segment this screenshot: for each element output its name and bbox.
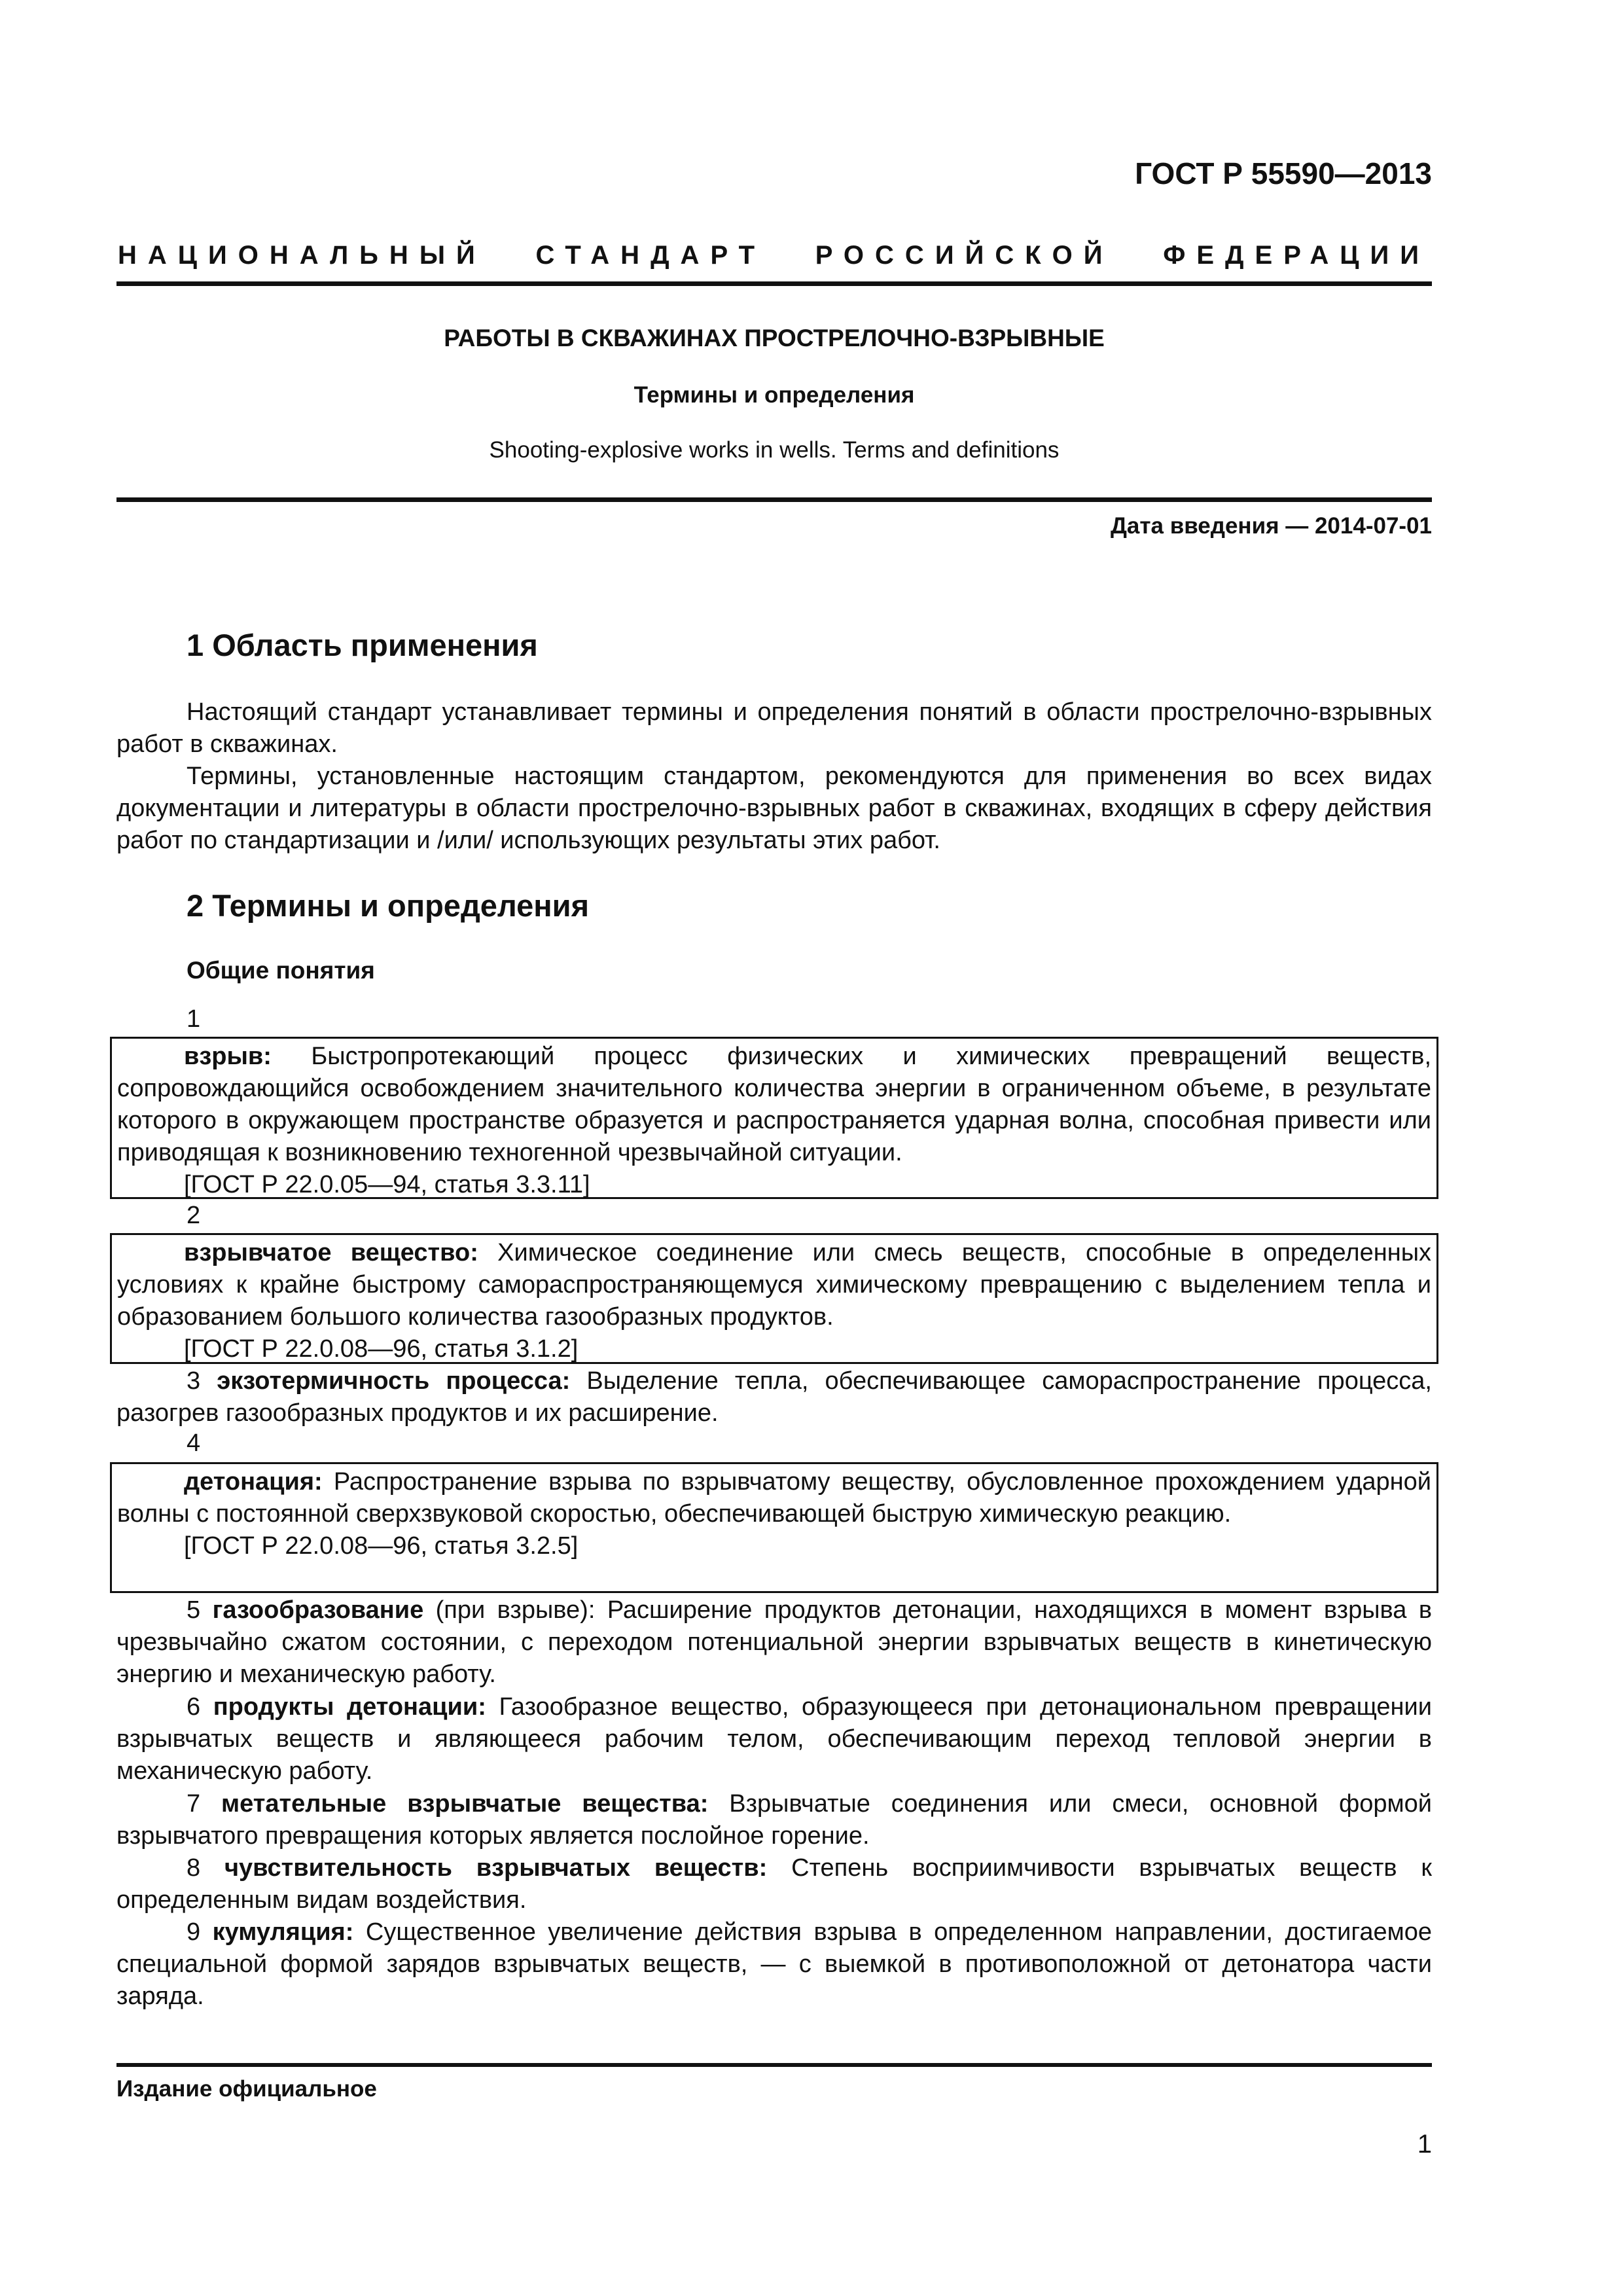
term-entry: [116, 1916, 1432, 2013]
standard-subtitle: Термины и определения: [633, 382, 915, 408]
term-entry: [116, 1691, 1432, 1787]
footer-rule: [116, 2063, 1432, 2067]
term-box: [110, 1462, 1438, 1593]
standard-english-title: Shooting-explosive works in wells. Terms and definitions: [489, 437, 1060, 463]
banner-word: СТАНДАРТ: [535, 241, 766, 270]
term-definition: Степень восприимчивости взрывчатых веществ к определенным видам воздействия.: [116, 1854, 1432, 1914]
title-rule: [116, 497, 1432, 502]
section-2-heading: 2 Термины и определения: [187, 888, 589, 923]
term-number: 3: [187, 1367, 201, 1395]
term-box: [110, 1233, 1438, 1364]
section-1-paragraph-2: [116, 761, 1432, 857]
paragraph-text: Настоящий стандарт устанавливает термины и определения понятий в области прострелочно-взрывных работ в скважинах.: [116, 698, 1432, 758]
term-definition: Химическое соединение или смесь веществ, способные в определенных условиях к крайне быстрому самораспространяющемуся химическому превращению с выделением тепла и образованием большого количества газообразных продуктов.: [117, 1239, 1432, 1331]
term-number: 1: [187, 1005, 201, 1033]
introduction-date: Дата введения — 2014-07-01: [1110, 513, 1432, 539]
term-name: кумуляция:: [212, 1918, 354, 1946]
term-entry: [116, 1594, 1432, 1691]
term-definition: Существенное увеличение действия взрыва в определенном направлении, достигаемое специальной формой зарядов взрывчатых веществ, — с выемкой в противоположной от детонатора части заряда.: [116, 1918, 1433, 2010]
document-number: ГОСТ Р 55590—2013: [1135, 156, 1432, 190]
term-qualifier: (при взрыве):: [435, 1596, 596, 1624]
term-name: метательные взрывчатые вещества:: [221, 1790, 709, 1818]
banner-word: ФЕДЕРАЦИИ: [1163, 241, 1430, 270]
term-number: 2: [187, 1202, 201, 1229]
standard-title: РАБОТЫ В СКВАЖИНАХ ПРОСТРЕЛОЧНО-ВЗРЫВНЫЕ: [444, 325, 1105, 351]
term-box: [110, 1037, 1438, 1199]
term-name: продукты детонации:: [213, 1693, 486, 1721]
section-1-paragraph-1: [116, 696, 1432, 761]
term-number: 9: [187, 1918, 201, 1946]
term-definition: Взрывчатые соединения или смеси, основной формой взрывчатого превращения которых является послойное горение.: [116, 1790, 1432, 1850]
term-number: 7: [187, 1790, 201, 1818]
national-standard-banner: [118, 241, 1430, 270]
term-number: 4: [187, 1429, 201, 1457]
term-definition: Быстропротекающий процесс физических и химических превращений веществ, сопровождающийся освобождением значительного количества энергии в ограниченном объеме, в результате которого в окружающем пространстве образуется и распространяется ударная волна, способная привести или приводящая к возникновению техногенной чрезвычайной ситуации.: [117, 1043, 1431, 1166]
banner-word: РОССИЙСКОЙ: [815, 241, 1114, 270]
term-name: экзотермичность процесса:: [217, 1367, 571, 1395]
term-number: 5: [187, 1596, 201, 1624]
term-name: взрыв:: [184, 1043, 272, 1070]
term-entry: [116, 1788, 1432, 1852]
edition-note: Издание официальное: [116, 2076, 377, 2102]
term-name: детонация:: [184, 1468, 323, 1496]
term-number: 6: [187, 1693, 201, 1721]
term-entry: [116, 1365, 1432, 1429]
term-name: газообразование: [212, 1596, 424, 1624]
paragraph-text: Термины, установленные настоящим стандартом, рекомендуются для применения во всех видах документации и литературы в области прострелочно-взрывных работ в скважинах, входящих в сферу действия работ по стандартизации и /или/ использующих результаты этих работ.: [116, 762, 1432, 854]
term-name: чувствительность взрывчатых веществ:: [224, 1854, 768, 1882]
term-reference: [ГОСТ Р 22.0.05—94, статья 3.3.11]: [184, 1171, 590, 1198]
term-reference: [ГОСТ Р 22.0.08—96, статья 3.1.2]: [184, 1335, 579, 1363]
header-rule: [116, 281, 1432, 286]
term-definition: Расширение продуктов детонации, находящихся в момент взрыва в чрезвычайно сжатом состоянии, с переходом потенциальной энергии взрывчатых веществ в кинетическую энергию и механическую работу.: [116, 1596, 1433, 1688]
term-definition: Газообразное вещество, образующееся при детонациональном превращении взрывчатых веществ и являющееся рабочим телом, обеспечивающим переход тепловой энергии в механическую работу.: [116, 1693, 1432, 1785]
term-definition: Выделение тепла, обеспечивающее самораспространение процесса, разогрев газообразных продуктов и их расширение.: [116, 1367, 1432, 1427]
banner-word: НАЦИОНАЛЬНЫЙ: [118, 241, 486, 270]
term-definition: Распространение взрыва по взрывчатому веществу, обусловленное прохождением ударной волны с постоянной сверхзвуковой скоростью, обеспечивающей быструю химическую реакцию.: [117, 1468, 1431, 1528]
term-reference: [ГОСТ Р 22.0.08—96, статья 3.2.5]: [184, 1532, 579, 1560]
page-number: 1: [1417, 2130, 1432, 2159]
term-name: взрывчатое вещество:: [184, 1239, 478, 1266]
term-number: 8: [187, 1854, 201, 1882]
subsection-heading: Общие понятия: [187, 957, 375, 984]
section-1-heading: 1 Область применения: [187, 628, 538, 662]
term-entry: [116, 1852, 1432, 1916]
